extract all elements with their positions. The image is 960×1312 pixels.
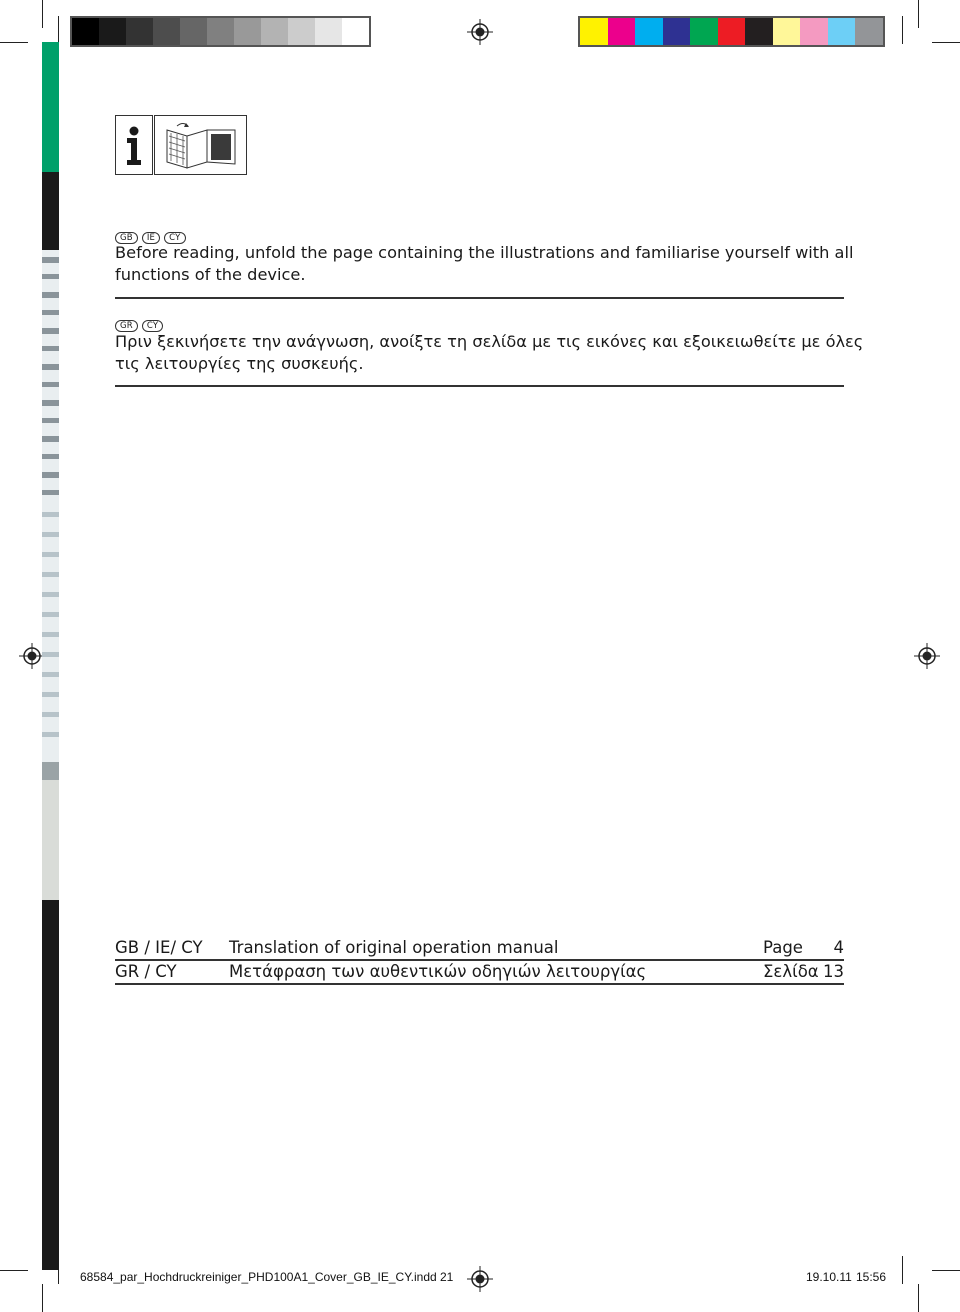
- crop-mark: [918, 0, 919, 28]
- toc-row[interactable]: [115, 961, 844, 983]
- language-badges-gr: [115, 313, 167, 332]
- gray-swatch: [315, 18, 342, 45]
- slug-date: 19.10.11: [806, 1270, 852, 1284]
- gray-swatch: [234, 18, 261, 45]
- color-swatch: [718, 18, 746, 45]
- gray-swatch: [288, 18, 315, 45]
- gray-swatch: [126, 18, 153, 45]
- cover-edge-strip: [42, 42, 59, 1270]
- color-swatch: [663, 18, 691, 45]
- language-badge: CY: [164, 232, 185, 244]
- crop-mark: [0, 42, 28, 43]
- color-swatch: [690, 18, 718, 45]
- section-divider: [115, 297, 844, 299]
- unfold-instruction-english: Before reading, unfold the page containing the illustrations and familiarise yourself with all functions of the device.: [115, 243, 854, 284]
- toc-page-label: Page: [763, 938, 803, 957]
- slug-filename: 68584_par_Hochdruckreiniger_PHD100A1_Cover_GB_IE_CY.indd 21: [80, 1270, 454, 1284]
- slug-time: 15:56: [856, 1270, 887, 1284]
- toc-row[interactable]: [115, 937, 844, 959]
- section-divider: [115, 385, 844, 387]
- info-icon: [116, 116, 152, 174]
- crop-mark: [932, 42, 960, 43]
- crop-mark: [42, 1284, 43, 1312]
- toc-language: GB / IE/ CY: [115, 938, 203, 957]
- info-icon-box: [115, 115, 153, 175]
- fold-out-icon-box: [154, 115, 247, 175]
- toc-page-label: Σελίδα: [763, 962, 819, 981]
- gray-swatch: [99, 18, 126, 45]
- toc-page-number: 13: [823, 962, 844, 981]
- gray-swatch: [342, 18, 369, 45]
- gray-swatch: [153, 18, 180, 45]
- process-color-bar: [578, 16, 885, 47]
- registration-mark-icon: [467, 19, 493, 45]
- color-swatch: [745, 18, 773, 45]
- color-swatch: [608, 18, 636, 45]
- gray-swatch: [207, 18, 234, 45]
- crop-mark: [918, 1284, 919, 1312]
- color-swatch: [855, 18, 883, 45]
- toc-page-number: 4: [833, 938, 844, 957]
- language-badge: GB: [115, 232, 138, 244]
- toc-title: Translation of original operation manual: [229, 938, 559, 957]
- toc-divider: [115, 983, 844, 985]
- unfold-instruction-greek: Πριν ξεκινήσετε την ανάγνωση, ανοίξτε τη σελίδα με τις εικόνες και εξοικειωθείτε με όλες τις λειτουργίες της συσκευής.: [115, 332, 864, 373]
- color-swatch: [800, 18, 828, 45]
- crop-mark: [0, 1270, 28, 1271]
- color-swatch: [828, 18, 856, 45]
- crop-mark: [932, 1270, 960, 1271]
- gray-swatch: [180, 18, 207, 45]
- color-swatch: [773, 18, 801, 45]
- color-swatch: [580, 18, 608, 45]
- language-badge: CY: [142, 320, 163, 332]
- language-badge: GR: [115, 320, 138, 332]
- gray-swatch: [72, 18, 99, 45]
- color-swatch: [635, 18, 663, 45]
- gray-swatch: [261, 18, 288, 45]
- registration-mark-icon: [914, 643, 940, 669]
- grayscale-color-bar: [70, 16, 371, 47]
- fold-out-page-icon: [155, 116, 246, 174]
- crop-mark: [42, 0, 43, 28]
- toc-language: GR / CY: [115, 962, 177, 981]
- crop-mark: [902, 1256, 903, 1284]
- registration-mark-icon: [467, 1266, 493, 1292]
- crop-mark: [902, 16, 903, 44]
- language-badge: IE: [142, 232, 160, 244]
- crop-mark: [58, 16, 59, 44]
- toc-title: Μετάφραση των αυθεντικών οδηγιών λειτουργίας: [229, 962, 647, 981]
